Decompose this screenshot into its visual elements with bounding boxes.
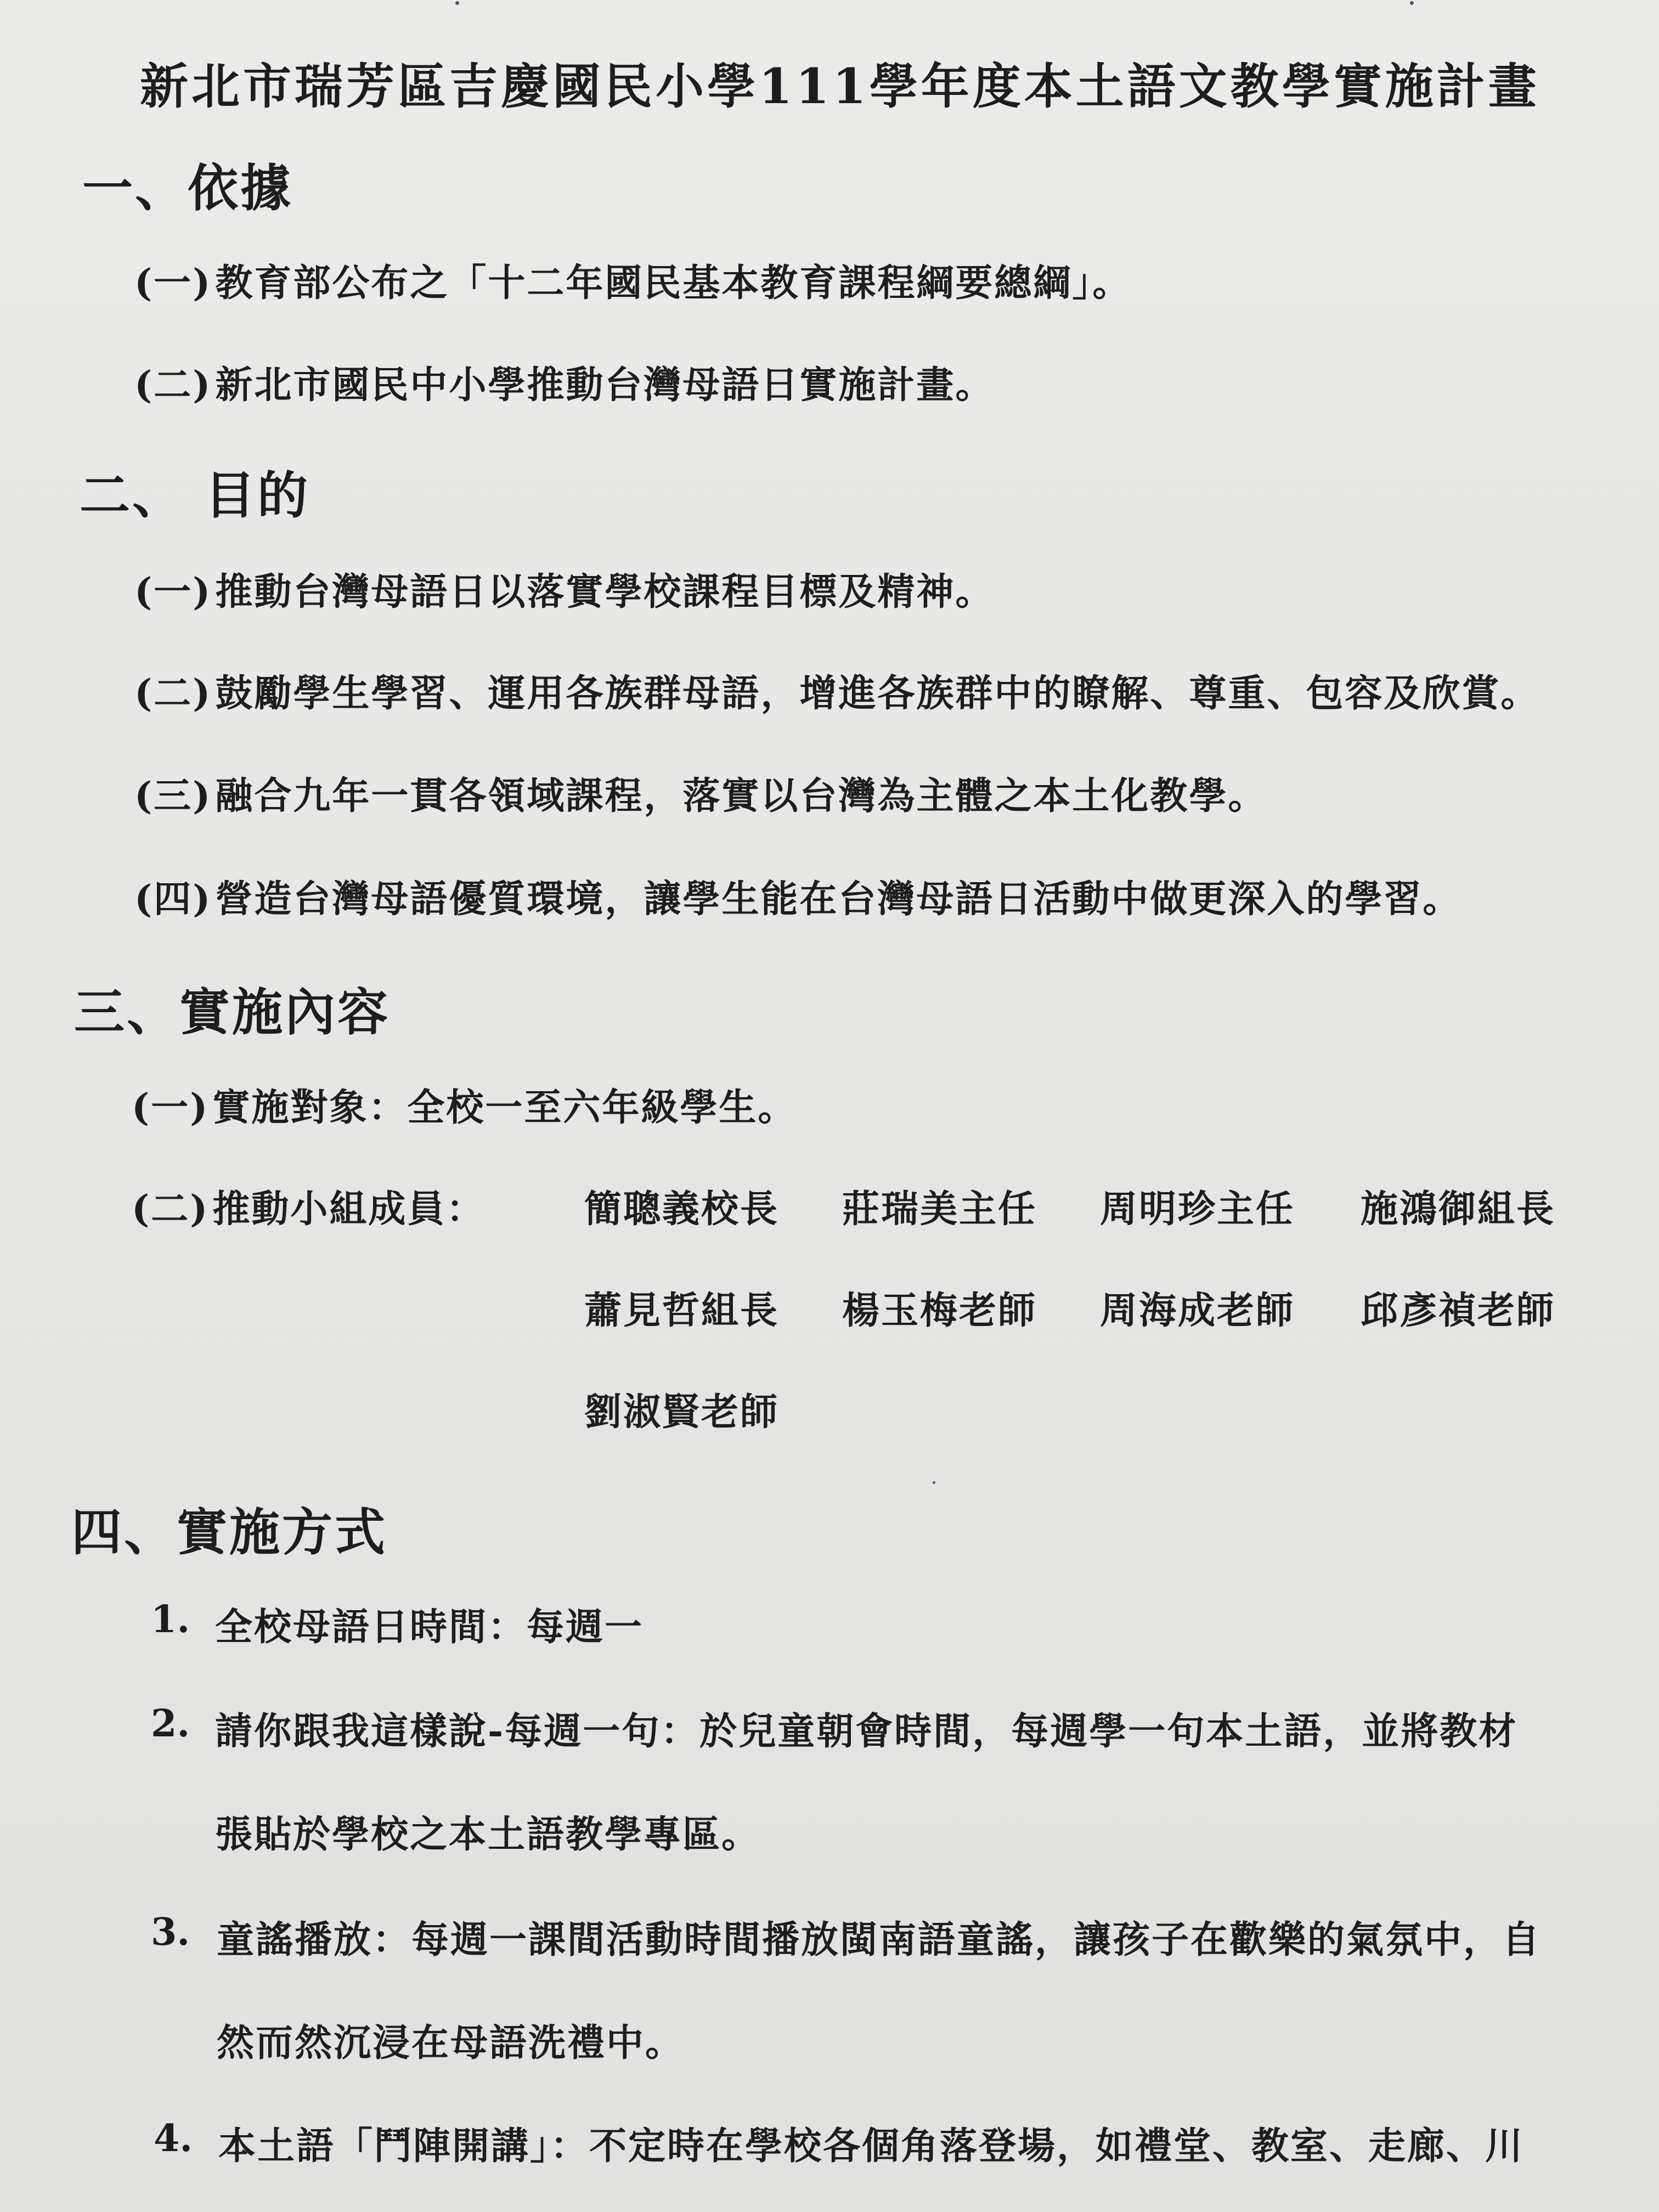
list-item-text: 本土語「鬥陣開講」：不定時在學校各個角落登場，如禮堂、教室、走廊、川	[218, 2124, 1525, 2168]
paper-speck	[933, 1481, 935, 1484]
item-text: 營造台灣母語優質環境，讓學生能在台灣母語日活動中做更深入的學習。	[215, 877, 1462, 921]
purpose-item-3	[134, 766, 1267, 820]
list-item-text: 全校母語日時間：每週一	[215, 1605, 644, 1649]
section-heading-purpose: 二、 目的	[80, 466, 311, 525]
list-number: 1.	[151, 1598, 190, 1641]
item-text: 鼓勵學生學習、運用各族群母語，增進各族群中的瞭解、尊重、包容及欣賞。	[215, 672, 1540, 715]
content-item-2	[132, 1180, 485, 1233]
list-item-text: 請你跟我這樣說-每週一句：於兒童朝會時間，每週學一句本土語，並將教材	[215, 1709, 1518, 1753]
section-heading-basis: 一、依據	[82, 159, 294, 218]
basis-item-2	[134, 356, 994, 409]
member-name: 周明珍主任	[1100, 1187, 1295, 1231]
member-name: 邱彥禎老師	[1361, 1289, 1556, 1333]
list-number: 3.	[151, 1910, 190, 1954]
item-text: 新北市國民中小學推動台灣母語日實施計畫。	[215, 363, 995, 407]
item-text: 推動小組成員：	[212, 1187, 486, 1231]
section-heading-content: 三、實施內容	[74, 983, 391, 1042]
list-item-text: 張貼於學校之本土語教學專區。	[215, 1813, 761, 1857]
item-number: (二)	[134, 363, 212, 407]
document-title: 新北市瑞芳區吉慶國民小學111學年度本土語文教學實施計畫	[140, 58, 1540, 115]
item-number: (三)	[134, 774, 212, 818]
item-number: (二)	[134, 672, 212, 715]
item-number: (一)	[134, 570, 212, 614]
member-name: 蕭見哲組長	[584, 1289, 780, 1333]
item-text: 教育部公布之「十二年國民基本教育課程綱要總綱」。	[215, 261, 1132, 305]
list-number: 2.	[151, 1702, 190, 1746]
member-name: 施鴻御組長	[1361, 1187, 1556, 1231]
item-text: 推動台灣母語日以落實學校課程目標及精神。	[215, 570, 995, 614]
list-item-text: 然而然沉浸在母語洗禮中。	[217, 2021, 685, 2065]
section-heading-method: 四、實施方式	[71, 1503, 388, 1562]
item-number: (二)	[132, 1187, 210, 1231]
member-name: 簡聰義校長	[584, 1187, 780, 1231]
basis-item-1	[134, 253, 1131, 307]
item-text: 融合九年一貫各領域課程，落實以台灣為主體之本土化教學。	[215, 774, 1267, 818]
member-name: 劉淑賢老師	[584, 1390, 780, 1434]
purpose-item-4	[134, 870, 1462, 923]
item-number: (四)	[134, 877, 212, 921]
purpose-item-1	[134, 562, 994, 616]
content-item-1	[132, 1078, 797, 1131]
list-number: 4.	[154, 2117, 193, 2160]
item-text: 實施對象：全校一至六年級學生。	[212, 1086, 797, 1130]
member-name: 周海成老師	[1100, 1289, 1295, 1333]
member-name: 楊玉梅老師	[842, 1289, 1037, 1333]
paper-speck	[1410, 1, 1414, 5]
list-item-text: 童謠播放：每週一課間活動時間播放閩南語童謠，讓孩子在歡樂的氣氛中，自	[217, 1918, 1542, 1962]
paper-speck	[455, 1, 459, 5]
item-number: (一)	[134, 261, 212, 305]
member-name: 莊瑞美主任	[842, 1187, 1037, 1231]
item-number: (一)	[132, 1086, 210, 1130]
purpose-item-2	[134, 664, 1539, 717]
